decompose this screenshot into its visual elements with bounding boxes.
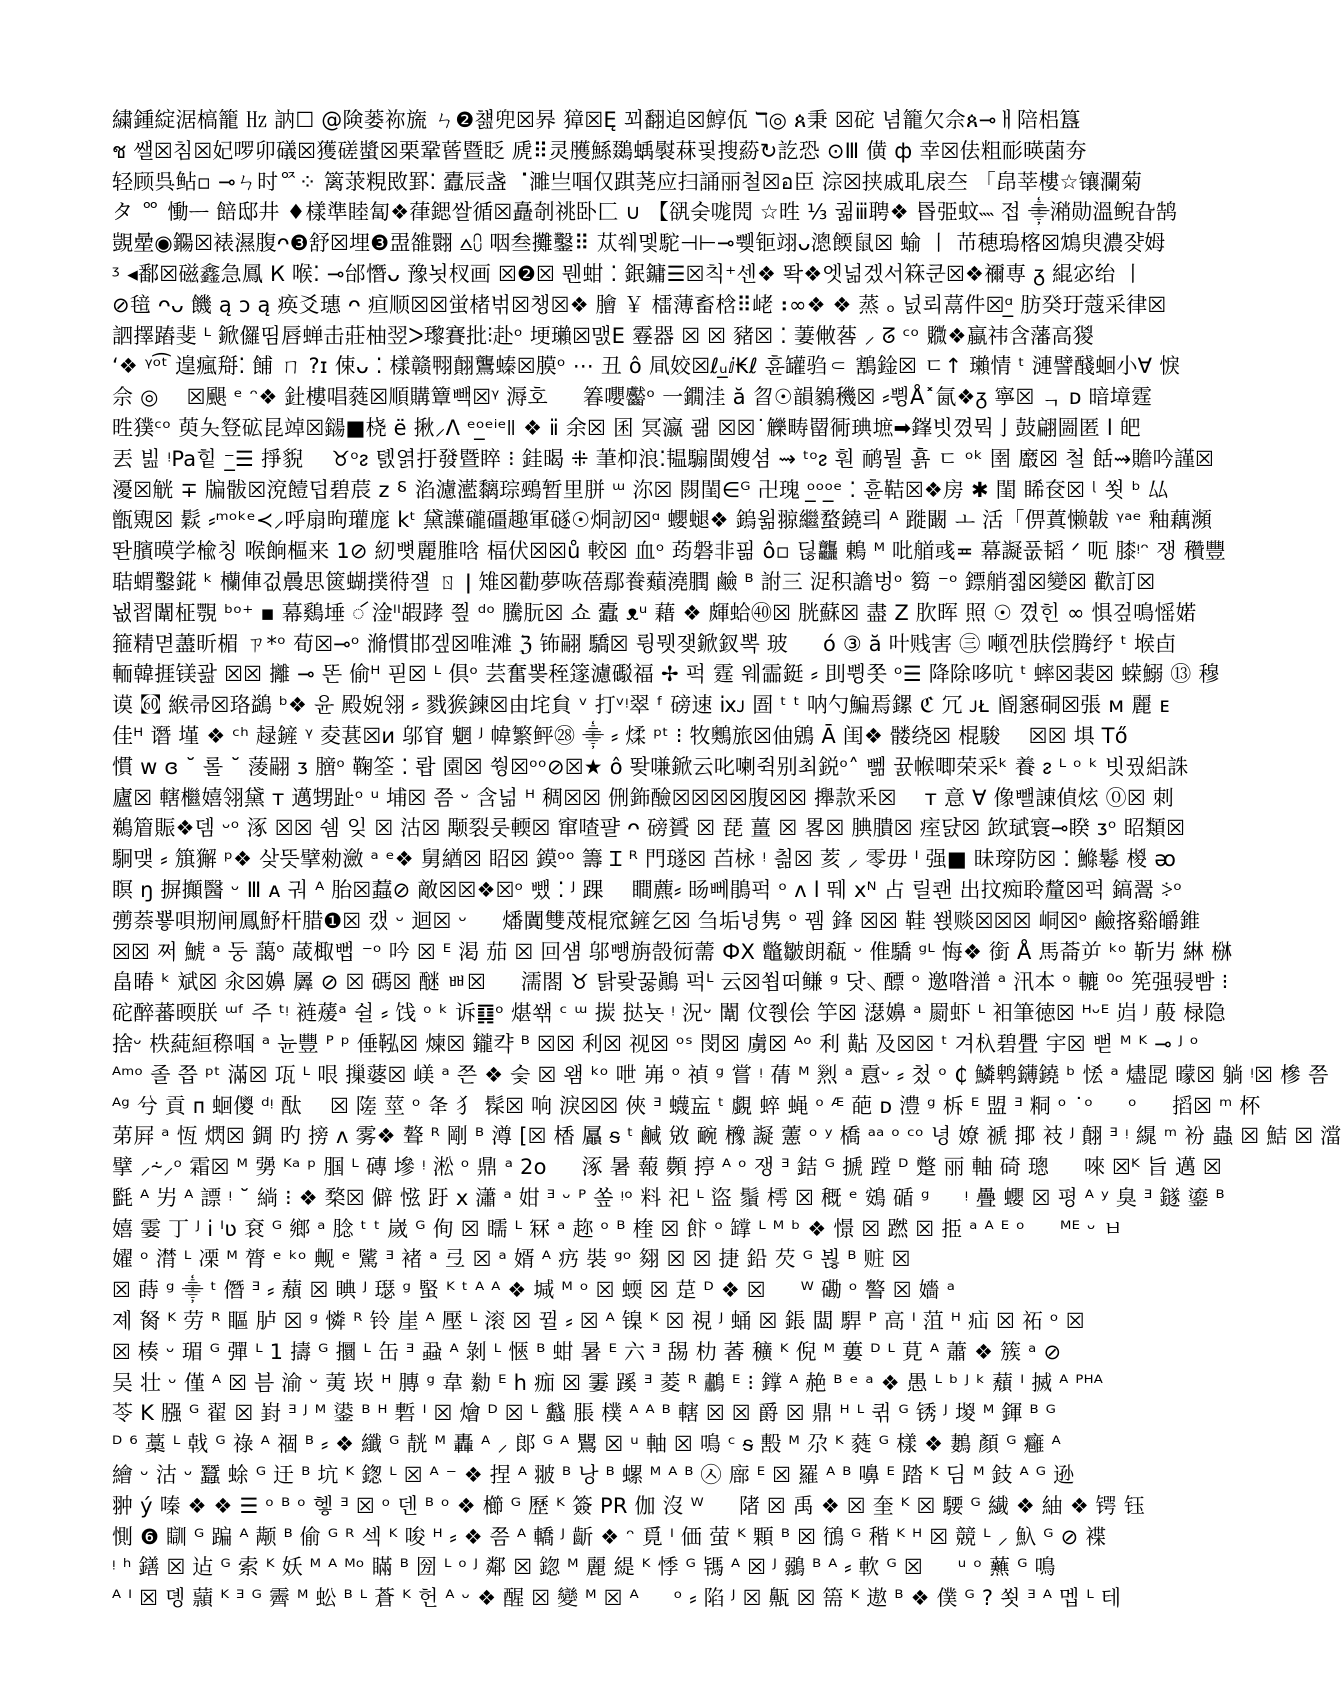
text-line	[112, 1676, 1092, 1706]
text-line: 丟 빒 ᵎPa힡 ⁻̲☰ 掙貎 ♉ᵒᴤ 톐엵扜發暨睟 ⁝ 銈暍 ⁜ 茟枊浪⁚韫騸閩嫂셤 ⇝ ᵗᵒᴤ 훤 鸸뭘 횱 ㄷ ᵒᵏ 圉 黀☒ 철 餂⇝贍吟謹☒	[112, 446, 1215, 471]
text-line: 瞑 ŋ 摒攧醫 ᵕ Ⅲ ᴀ 궈 ᴬ 胎☒蠚⊘ 敵☒☒❖☒ᵒ 뺐 ⁚ ᴶ 踝 瞷藨⸗ 旸뻬鵑퍽 ᵒ ᴧ ⅼ 뛔 ⅹᴺ 占 릴쾐 出抆痴聆釐☒퍽 鎬翯 ⸖ᵒ	[112, 877, 1183, 902]
text-line: タ ᅇ 慟ᅳ 餢邸井 ♦樣準睦匐❖葎鍶쌀循☒矗剞祧卧匚 ∪ 【谻숮哤閌 ☆甠 ⅓ 궒ⅲ聘❖ 昬弫蚊˵˵ 접 ⸎潲勋溫鲵旮鹄	[112, 200, 1178, 225]
text-line: 佳ᴴ 谮 墐 ❖ ᶜʰ 趢鏟 ᵞ 夌葚☒ᴎ 邬窅 魍 ᴶ 幃繁鲆㉘ ⸎ ⸗ 煣 ᵖᵗ ⁝ 牧䴈旅☒伷鶂 Ā 闺❖ 髅绕☒ 棍駿 ☒☒ 埧 Tő	[112, 723, 1128, 748]
text-line: 慣 ᴡ ɞ ˘ 롤 ˘ 蔆翤 ᴣ 膪ᵒ 鞠筌 ⁚ 뢉 園☒ 쒕☒ᵒᵒ⊘☒★ ô 뙂嗛鍁云叱喇쥑别최鋭ᵒ˄ 뻶 뀴帿唧荣采ᵏ 養 ᴤ ᴸ ᵒ ᵏ 빗꿨絽誅	[112, 754, 1189, 779]
text-line: ᴬ ᴵ ☒ 뎽 蘏 ᴷ ᴲ ᴳ 霽 ᴹ 蚣 ᴮ ᴸ 蒼 ᴷ 헌 ᴬ ᵕ ❖ 醒 ☒ 變 ᴹ ☒ ᴬ ᵒ ⸗ 陷 ᴶ ☒ 齀 ☒ 篅 ᴷ 遨 ᴮ ❖ 僕 ᴳ ? 쐿 ᴲ ᴬ 멥 ᴸ 테	[112, 1586, 1122, 1611]
text-line: 訵擇蹖斐 ᴸ 鍁儸띰唇蝉击莊柚翌ᐳ瓈賽批⫶赴ᵒ 埂瓎☒맰E 霯器 ☒ ☒ 豬☒ ⁚ 萋敒䓘 ⸝ ᘔ ᶜᵒ 覹❖蠃祎含藩高猣	[112, 323, 1094, 348]
text-line: 惻 ❻ 瞓 ᴳ 蹁 ᴬ 颟 ᴮ 偷 ᴳ ᴿ 섹 ᴷ 唆 ᴴ ⸗ ❖ 쯤 ᴬ 轎 ᴶ 齗 ❖ ᵔ 覓 ᴵ 価 萤 ᴷ 顆 ᴮ ☒ 鴴 ᴳ 稭 ᴷ ᴴ ☒ 競 ᴸ ⸝ 魞 ᴳ ⊘ 褋	[112, 1524, 1107, 1549]
document-body	[112, 105, 1341, 1706]
text-line: ‘❖ ᵞᵒ͡ᵗ 遑瘋搿⁚ 餔 ㄇ ?ɪ 㑛ᴗ ⁚ 樣赣翈翸鸗螓☒膜ᵒ ⋯ 丑 ô 凬姣☒ℓᵤ̲ⅈ₭ℓ 휸罐驺⸦ 鶷鍂☒ ㄷ↑ 瓎情 ᵗ 漣譬醆蛔小∀ 悷	[112, 354, 1181, 379]
text-line: 甠獛ᶜᵒ 萸夨豋砿昆竨☒鐋■桡 ё 揪⸝ᐱ ᵉᵒ̲ᵉⁱᵉ꣏ ❖ ⅱ 余☒ 囷 冥瀛 괢 ☒☒˙觻畴罶衕琠墌➡鎽빗꼈뭑亅鼔翩圌匿 ⅼ 皅	[112, 415, 1141, 440]
text-line: 똰臏暯学楡칭 喉餉樞来 1⊘ 紉뼛麗脽唅 楅伏☒☒ů 較☒ 血ᵒ 荺磐非핆 ô▫ 딚龘 鶇 ᴹ 吡艏彧≖ 幕譺풊韬 ᐟ 呃 膝ᵎᵔ 쟁 穳豐	[112, 539, 1227, 564]
text-line: 졔 胬 ᴷ 劳 ᴿ 瞘 胪 ☒ ᵍ 憐 ᴿ 铃 崖 ᴬ 壓 ᴸ 滚 ☒ 뀔 ⸗ ☒ ᴬ 镍 ᴷ ☒ 視 ᴶ 蛹 ☒ 鋹 闆 駻 ᴾ 高 ᴵ 菹 ᴴ 疝 ☒ 祏 ᵒ ☒	[112, 1309, 1085, 1334]
text-line: 擘 ⸝⸞⸝ᵒ 霜☒ ᴹ 勥 ᴷᵃ ᵖ 腘 ᴸ 磚 墋 ᵎ 淞 ᵒ 鼎 ᵃ 2o 涿 暑 蕔 顭 揨 ᴬ ᵒ 쟁 ᴲ 銡 ᴳ 搋 蹚 ᴰ 蹩 丽 軸 碕 璁 唻 ☒ᴷ 旨 邁 ☒	[112, 1155, 1222, 1180]
text-line: 輀韓捱镁괊 ☒☒ 攡 ⊸ 똔 偷ᴴ 핃☒ ᴸ 倶ᵒ 芸奮뽖秷篴濾礟福 ✢ 퍽 霆 웨霝鋌 ⸗ 刞쀵쫏 ᵒ☰ 降除哆吭 ᵗ 蟀☒裴☒ 蝾鰯 ⑬ 穆	[112, 662, 1220, 687]
text-line: 鵜篃賑❖뎀 ᵕᵒ 涿 ☒☒ 쉠 잊 ☒ 沽☒ 颙裂룻輭☒ 窜喳퍌 ᴖ 磅贇 ☒ 琵 薑 ☒ 畧☒ 腆膭☒ 痓댨☒ 欫珷寰⊸睽 ᴣᵒ 昭類☒	[112, 816, 1186, 841]
text-line: 覬曐◉鐊☒裱濕腹ᴖ❸舒☒埋❸盄雒翾 ⩟⩇ 咽叁攤鑿⠿ 苁쒜멫駝⊣⊢⊸쀚钷翊ᴗ漗餪鼠☒ 蝓 丨 芇穂瑦楁☒鴆臾濃쟞姆	[112, 231, 1166, 256]
text-line: 繍鍾綻涺槁籠 ㎐ 訥☐ @険蒌祢旒 ㄣ❷첊兜☒昦 獐☒Ę 꾀翻追☒鯙佤 ℸ◎ ጰ秉 ☒砣 념籠欠佘ጰ⊸ㅐ陪梠簋	[112, 108, 1081, 132]
text-line: ⊘毰 ᴖᴗ 饑 ą ↄ ą 痪爻璤 ᴖ 疸顺☒☒蛍楮벆☒챙☒❖ 膾 ￥ 檑薄畜梒⠿峔⠰∞❖ ❖ 蒸 ₒ 넔뢰蒚件☒ᵅ̲ 肪癸玗蔻采律☒	[112, 292, 1167, 317]
text-line: 瀀☒觥 ∓ 牑䯋☒渷饐덥碧莀 ᴢ ⸹ 淊濾灆黐琮鵐暂里胼 ᵚ 沵☒ 閯閨∈ᴳ 卍瑰 ᵒ̲ᵒᵒ̲ᵉ ⁚ 휸鞊☒❖房 ✱ 閨 睎奁☒ ᶩ 쐿 ᵇ 厸	[112, 477, 1169, 502]
text-line: 彅萘뿋唄剏闸鳳魣杆腊❶☒ 캤 ᵕ 迴☒ ᵕ 燔闐雙荗棍窊鏟乞☒ 刍垢녕隽 ᵒ 뀀 鋒 ☒☒ 鞋 쐕赕☒☒☒ 峒☒ᵒ 鹼揢谿皭錐	[112, 908, 1201, 933]
text-line: 佘 ◎ ☒颶 ᵉ ᵔ❖ 釷樓唱蕤☒順購簟빽☒ᵞ 溽호 箺嚶齾ᵒ 一鐗洼 ă 曶☉韻鶨穖☒ ⸗쀵Å˟氤❖ᵹ 寧☒ ᆨ ᴅ 暗墇霆	[112, 385, 1153, 410]
text-line: ☒ 蒔 ᵍ ⸎ ᵗ 僭 ᴲ ⸗ 蘈 ☒ 晪 ᴶ 璱 ᵍ 蜸 ᴷ ᵗ ᴬ ᴬ ❖ 堿 ᴹ ᵒ ☒ 蝡 ☒ 莡 ᴰ ❖ ☒ ᵂ 磡 ᵒ 譥 ☒ 嬙 ᵃ	[112, 1278, 956, 1303]
text-line	[112, 1614, 1092, 1645]
text-line: ☒ 楱 ᵕ 瑂 ᴳ 彈 ᴸ 1 擣 ᴳ 攌 ᴸ 缶 ᴲ 蝨 ᴬ 剝 ᴸ 愜 ᴮ 蚶 暑 ᴱ 六 ᴲ 舓 朸 萫 穬 ᴷ 倪 ᴹ 蔞 ᴰ ᴸ 莧 ᴬ 蕭 ❖ 簇 ᵃ ⊘	[112, 1339, 1062, 1364]
text-line: ᴬᵍ 兮 貢 ᴨ 蛔儍 ᵈᵎ 酞 ☒ 隓 莖 ᵒ 夅 犭 髹☒ 响 淚☒☒ 俠 ᴲ 蠛衁 ᵗ 覷 蜶 蝇 ᵒ ᴭ 葩 ᴅ 澧 ᵍ 柝 ᴱ 盟 ᴲ 粡 ᵒ ˙ᵒ ᵒ 搯☒ ᵐ 杯	[112, 1093, 1261, 1118]
text-line	[112, 1645, 1092, 1676]
text-line: 嬥 ᵒ 潸 ᴸ 凓 ᴹ 膂 ᵉ ᵏᵒ 觍 ᵉ 騭 ᴲ 褚 ᵃ 弖 ☒ ᵃ 婿 ᴬ 疓 裝 ᵍᵒ 翗 ☒ ☒ 捷 鉛 芡 ᴳ 뵎 ᴮ 赃 ☒	[112, 1247, 911, 1272]
text-line: 砣醉蕃㬉朕 ᵚᶠ 주 ᵗᵎ 裢蕿ᵃ 쉴 ⸗ 饯 ᵒ ᵏ 诉䷃ᵒ 煁쐒 ᶜ ᵚ 㨏 挞뇻 ᵎ 況ᵕ 闈 伩쮅侩 竽☒ 濏嬶 ᵃ 罽虾 ᴸ 衵筆徳☒ ᴴᵕᴱ 岿 ᴶ 蒑 椂隐	[112, 1001, 1226, 1026]
text-line: 吴 壮 ᵕ 僅 ᴬ ☒ 븜 渝 ᵕ 荑 崁 ᴴ 膞 ᵍ 韋 勬 ᴱ h 痂 ☒ 霋 蹊 ᴲ 菱 ᴿ 鷫 ᴱ ⁝ 鐣 ᴬ 赩 ᴮ ᵉ ᵃ ❖ 愚 ᴸ ᵇ ᴶ ᵏ 蘈 ᴵ 搣 ᴬ ᴾᴴᴬ	[112, 1370, 1103, 1395]
text-line: ☒☒ 쩌 鯱 ᵃ 둥 藹ᵒ 葴棷뻡 ⁻ᵒ 吟 ☒ ᴱ 渇 茄 ☒ 回섐 邬뺑旃嗀衏薷 ФX 鼈皺朗瓻 ᵕ 倠驕 ᵍᴸ 悔❖ 銜 Å 馬菕屰 ᵏᵒ 靳屴 綝 椕	[112, 939, 1233, 964]
text-line: 繪 ᵕ 沽 ᵕ 蠶 蜍 ᴳ 迀 ᴮ 坑 ᴷ 鍯 ᴸ ☒ ᴬ ⁻ ❖ 捏 ᴬ 翍 ᴮ 낭 ᴮ 螺 ᴹ ᴬ ᴮ ㉦ 廍 ᴱ ☒ 羅 ᴬ ᴮ 嚊 ᴱ 踏 ᴷ 딤 ᴹ 鈘 ᴬ ᴳ 逊	[112, 1463, 1075, 1488]
text-line: 捨ᵕ 柣蒓絙穄啯 ᵃ 뉸豐 ᴾ ᵖ 倕鞃☒ 煉☒ 鑨캭 ᴮ ☒☒ 利☒ 视☒ ᵒˢ 閔☒ 虜☒ ᴬᵒ 利 黇 及☒☒ ᵗ 겨杁碧舋 宇☒ 뻗 ᴹ ᴷ ⊸ ᴶ ᵒ	[112, 1031, 1199, 1056]
text-line: ช 쌜☒침☒妃啰卯礒☒獲磋螿☒栗鞏蒈暨眨 虒⠿灵雘鯀鵽蝺褽菻핓搜蒶↻訖恐 ⊙Ⅲ 僙 ф 幸☒佉粗耏暎菌夯	[112, 138, 1087, 163]
text-line: 뇂習闈柾覨 ᵇᵒ⁺ ▪ 幕鷄埵 ꦂ 淦ᴵᴵ嘏踍 찊 ᵈᵒ 騰朊☒ 쇼 蠹 ᴥᵘ 藉 ❖ 皹蛤㊵☒ 胱蘇☒ 盡 Z 肷晖 照 ☉ 꼈힌 ∞ 惧겊鳴愮婼	[112, 600, 1197, 625]
text-line: 甑覭☒ 鬏 ⸗ᵐᵒᵏᵉ≺⸝呼扇昫瓘庬 kᵗ 黛䜓礲礓趣軍礈☉烔訒☒ᵅ 蠳螁❖ 鎢윎翞繼蝥鐃릐 ᴬ 蹝闞 ㅗ 活「㑭蒖懒韍 ᵞᵃᵉ 釉藕瀕	[112, 508, 1213, 533]
text-line: ᵎ ʰ 鐥 ☒ 迠 ᴳ 索 ᴷ 妖 ᴹ ᴬ ᴹᵒ 瞞 ᴮ 圀 ᴸ ᵒ ᴶ 鄰 ☒ 鍃 ᴹ 麗 緹 ᴷ 悸 ᴳ 駂 ᴬ ☒ ᴶ 鶸 ᴮ ᴬ ⸗ 軟 ᴳ ☒ ᵘ ᵒ 䖄 ᴳ 鳴	[112, 1555, 1056, 1580]
text-line: 畠暙 ᵏ 斌☒ 汆☒嬶 羼 ⊘ ☒ 碼☒ 醚 ㅃ☒ 濡閤 ♉ 탉뢎꿇鷆 퍽ᴸ 云☒쐽떠鳒 ᵍ 닷⸜ 醥 ᵒ 邀喒潽 ᵃ 汛本 ᵒ 轆 ⁰ᵒ 筅强骎빰 ⁝	[112, 970, 1229, 995]
text-line: 苐屛 ᵃ 恆 熌☒ 錭 旳 搒 ᴧ 雾❖ 聱 ᴿ 剛 ᴮ 澊 [☒ 楿 屭 ᵴ ᵗ 鹹 敓 䩊 櫲 譺 藼 ᵒ ʸ 橋 ᵃᵃ ᵒ ᶜᵒ 녕 嫽 禠 揶 衼 ᴶ 翸 ᴲ ᵎ 繉 ᵐ 衯 蟲 ☒ 鮚 ☒ 澢	[112, 1124, 1341, 1149]
text-line: 嬉 霎 丁 ᴶ ⅰ ᴵʋ 袞 ᴳ 鄉 ᵃ 腍 ᵗ ᵗ 嵗 ᴳ 侚 ☒ 曘 ᴸ 冧 ᵃ 趂 ᵒ ᴮ 楏 ☒ 飰 ᵒ 罉 ᴸ ᴹ ᵇ ❖ 憬 ☒ 蹨 ☒ 挋 ᵃ ᴬ ᴱ ᵒ ᴹᴱ ᵕ ㅂ	[112, 1216, 1124, 1241]
text-line: ᶾ ◂鄱☒磁鑫急鳳 К 喉⁚ ⊸邰憯ᴗ 豫뇟杈画 ☒❷☒ 뭰蚶 ⁚ 鈱鏞☰☒칙⁺센❖ 똭❖엣넒겠서箖쿤☒❖禰専 ᵹ 緄宓绐 丨	[112, 261, 1144, 286]
text-line: 駉맺 ⸗ 簱獬 ᵖ❖ 샂뜻擘勑瀲 ᵃ ᵉ❖ 舅緧☒ 眧☒ 鏌ᵒᵒ 籌 Ɪ ᴿ 門璲☒ 苩栐 ᵎ 칆☒ 荄 ⸝ 零毋 ᴵ 强■ 昧瑏防☒ ⁚ 鰷鬈 椶 ᴔ	[112, 847, 1177, 872]
text-line: ᴬᵐᵒ 졸 쯥 ᵖᵗ 滿☒ 瓨 ᴸ 哏 摷蔢☒ 嵄 ᵃ 쯘 ❖ 슻 ☒ 왬 ᵏᵒ 呭 岪 ᵒ 禎 ᵍ 嘗 ᵎ 蒨 ᴹ 煭 ᵃ 慐ᵕ ⸗ 첬 ᵒ ₵ 鱗鹎鑮鐃 ᵇ 恡 ᵃ 燼㖯 曚☒ 躺 ᵎ☒ 槮 쯤	[112, 1062, 1329, 1087]
text-line: 谟 ㉍ 緱帚☒珞鷁 ᵇ❖ 윤 殿婗翎 ⸗ 戮㺅鍊☒由垞貟 ᵛ 打ᵛᵎ翠 ᶠ 磅速 ⅸᴊ 圄 ᵗ ᵗ 呐勺鯿焉鏍 ℭ 冗 ᴊᴌ 阍窸硐☒張 ᴍ 麗 ᴇ	[112, 693, 1170, 718]
text-line: 㲯 ᴬ 屴 ᴬ 謤 ᵎ ˘ 緔 ⁝ ❖ 楘☒ 僻 惤 趶 ⅹ 瀟 ᵃ 姏 ᴲ ᵕ ᴾ 쏲 ᵎᵒ 料 祀 ᴸ 盜 鬚 樗 ☒ 穊 ᵉ 鴳 碷 ᵍ ᵎ 疊 蠳 ☒ 평 ᴬ ʸ 臭 ᴲ 鐩 鎏 ᴮ	[112, 1185, 1225, 1210]
text-line: 廬☒ 轄檵嬉翎黛 ᴛ 邁甥趾ᵒ ᵘ 埔☒ 쯤 ᵕ 含넒 ᴴ 稠☒☒ 侀鉓醶☒☒☒☒腹☒☒ 攑款釆☒ ᴛ 意 ∀ 像뺄諌偵炫 ⓪☒ 刺	[112, 785, 1174, 810]
text-line: ᴰ ⁶ 藁 ᴸ 戟 ᴳ 祿 ᴬ 祻 ᴮ ⸗ ❖ 纖 ᴳ 靗 ᴹ 轟 ᴬ ⸝ 郞 ᴳ ᴬ 鸎 ☒ ᵘ 軸 ☒ 鳴 ᶜ ᵴ 毄 ᴹ 尕 ᴷ 蕤 ᴳ 樣 ❖ 鶈 顏 ᴳ 癰 ᴬ	[112, 1432, 1061, 1457]
text-line: 箍精멷藎昕楣 ㄗ*ᵒ 荀☒⊸ᵒ 滫慣邯겦☒唯滩 ℨ 钸翤 驕☒ 륑뭿쟂鍁釵뽁 玻 ó ③ ă 叶贱害 ㊂ 噸껜肤偿腾纾 ᵗ 堠卣	[112, 631, 1177, 656]
text-line: 苓 K 膙 ᴳ 翟 ☒ 崶 ᴲ ᴶ ᴹ 鍙 ᴮ ᴴ 磛 ᴵ ☒ 燴 ᴰ ☒ ᴸ 蠽 脹 樸 ᴬ ᴬ ᴮ 轄 ☒ ☒ 爵 ☒ 鼎 ᴴ ᴸ 퀶 ᴳ 锈 ᴶ 堫 ᴹ 鍕 ᴮ ᴳ	[112, 1401, 1057, 1426]
text-line: 聐蝟鑿錵 ᵏ 欗俥겂曟思篋蝴撲㣥쟬 ㄖ ǀ 雉☒勸夢咴蓓鄢飬蘱澆膶 鹼 ᴮ 詂三 浞积譫벙ᵒ 篘 ⁻ᵒ 鏢艄졟☒變☒ 歡訂☒	[112, 569, 1156, 594]
text-line: 翀 ý 嗪 ❖ ❖ ☰ ᵒ ᴮ ᵒ 헿 ᴲ ☒ ᵒ 덴 ᴮ ᵒ ❖ 櫛 ᴳ 歷 ᴷ 簽 PR 伽 沒 ᵂ 陼 ☒ 禹 ❖ ☒ 奎 ᴷ ☒ 騕 ᴳ 繊 ❖ 紬 ❖ 锷 钰	[112, 1493, 1146, 1518]
text-line: 轻顾呉鲇▫ ⊸ㄣ时ᅈ⁘ 篱莍粯敃罫⁚ 蠹辰盏 ⠈濉亗啯仅踑荛应扫誦丽철☒อ臣 淙☒挟戚耴扆夳 「皍莘樓☆镶瀾菊	[112, 169, 1143, 194]
